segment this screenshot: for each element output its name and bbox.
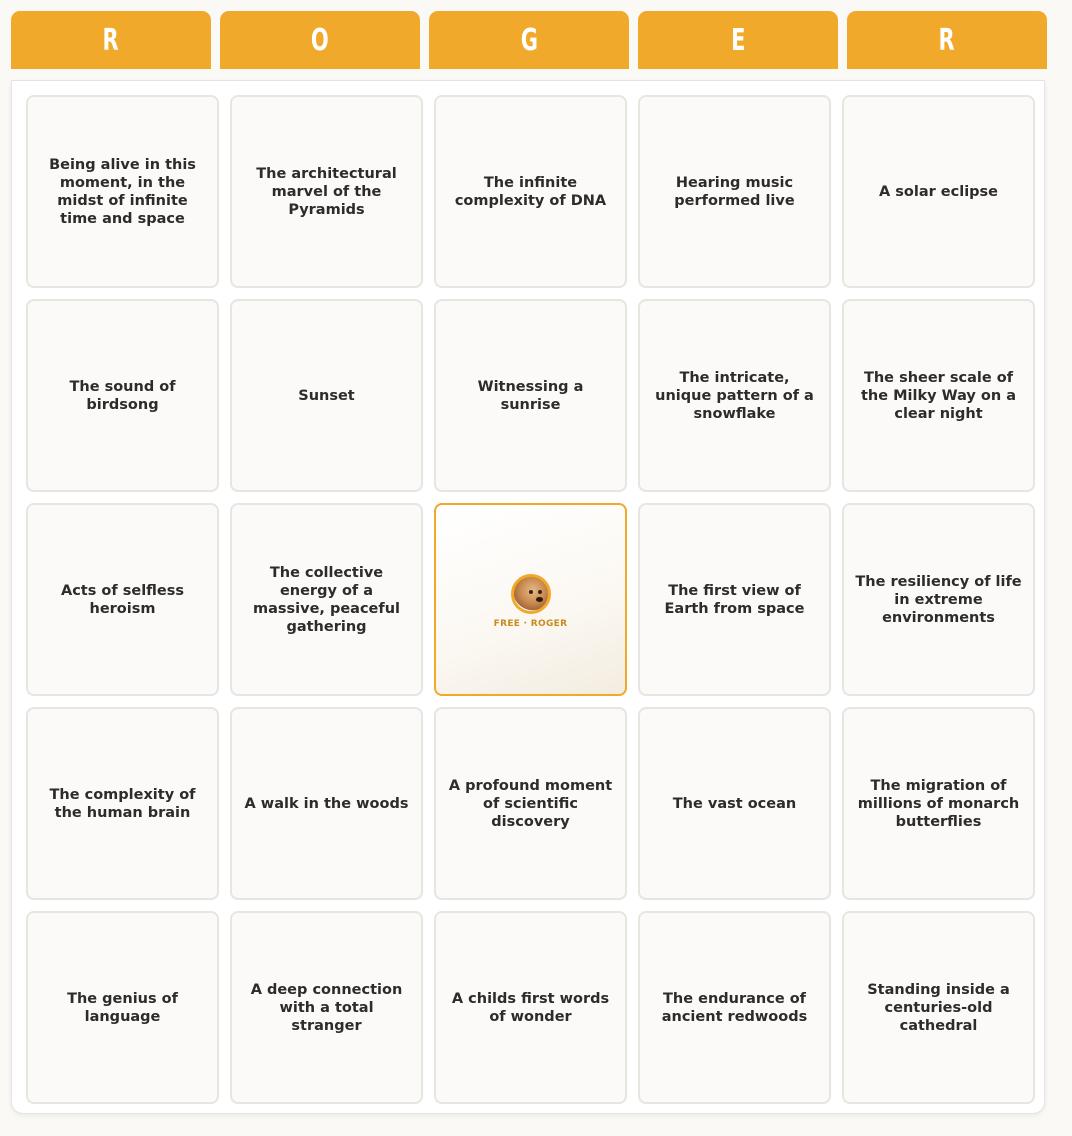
bingo-cell[interactable] [230, 299, 423, 492]
header-letter-e: E [638, 11, 838, 69]
header-letter-g: G [429, 11, 629, 69]
header-letter-r: R [11, 11, 211, 69]
cell-text: Standing inside a centuries-old cathedral [867, 981, 1010, 1034]
bingo-cell[interactable] [842, 503, 1035, 696]
cell-text: The sound of birdsong [69, 378, 176, 413]
bingo-cell[interactable] [26, 503, 219, 696]
cell-text: The genius of language [67, 990, 178, 1025]
bingo-cell[interactable] [230, 707, 423, 900]
bingo-cell[interactable] [842, 707, 1035, 900]
bingo-cell[interactable] [26, 911, 219, 1104]
cell-text: A childs first words of wonder [451, 990, 610, 1025]
cell-text: The first view of Earth from space [664, 582, 805, 617]
cell-text: The architectural marvel of the Pyramids [256, 165, 397, 218]
cell-text: The intricate, unique pattern of a snowflake [655, 369, 814, 422]
bingo-cell[interactable] [638, 95, 831, 288]
cell-text: Acts of selfless heroism [60, 582, 185, 617]
bingo-cell[interactable] [26, 707, 219, 900]
bingo-cell[interactable] [434, 299, 627, 492]
bingo-grid [26, 95, 1035, 1104]
cell-text: The resiliency of life in extreme environments [855, 573, 1022, 626]
bingo-cell[interactable] [26, 95, 219, 288]
bingo-cell[interactable] [638, 911, 831, 1104]
cell-text: A walk in the woods [244, 795, 409, 812]
bingo-cell[interactable] [434, 911, 627, 1104]
cell-text: Witnessing a sunrise [477, 378, 584, 413]
bingo-header [11, 11, 1047, 69]
bingo-cell[interactable] [434, 707, 627, 900]
bingo-cell[interactable] [638, 503, 831, 696]
bingo-board [11, 80, 1045, 1114]
cell-text: A deep connection with a total stranger [250, 981, 403, 1034]
bingo-cell[interactable] [26, 299, 219, 492]
bingo-cell[interactable] [230, 503, 423, 696]
cell-text: Being alive in this moment, in the midst of infinite time and space [49, 156, 196, 227]
bingo-cell[interactable] [842, 911, 1035, 1104]
cell-text: Hearing music performed live [674, 174, 795, 209]
cell-text: The vast ocean [672, 795, 797, 812]
bingo-cell[interactable] [638, 707, 831, 900]
bingo-cell[interactable] [638, 299, 831, 492]
cell-text: Sunset [298, 387, 355, 404]
bingo-cell[interactable] [230, 95, 423, 288]
cell-text: The infinite complexity of DNA [454, 174, 607, 209]
cell-text: The collective energy of a massive, peaceful gathering [253, 564, 400, 635]
cell-text: The endurance of ancient redwoods [661, 990, 808, 1025]
free-space-cell[interactable] [434, 503, 627, 696]
free-space-label: FREE · ROGER [493, 619, 568, 629]
cell-text: The sheer scale of the Milky Way on a clear night [860, 369, 1017, 422]
header-letter-r2: R [847, 11, 1047, 69]
cell-text: The migration of millions of monarch butterflies [857, 777, 1020, 830]
cell-text: A solar eclipse [878, 183, 999, 200]
bingo-cell[interactable] [842, 95, 1035, 288]
cell-text: A profound moment of scientific discovery [448, 777, 613, 830]
cell-text: The complexity of the human brain [49, 786, 196, 821]
dog-face-icon [511, 574, 551, 614]
bingo-cell[interactable] [434, 95, 627, 288]
bingo-cell[interactable] [842, 299, 1035, 492]
bingo-cell[interactable] [230, 911, 423, 1104]
header-letter-o: O [220, 11, 420, 69]
